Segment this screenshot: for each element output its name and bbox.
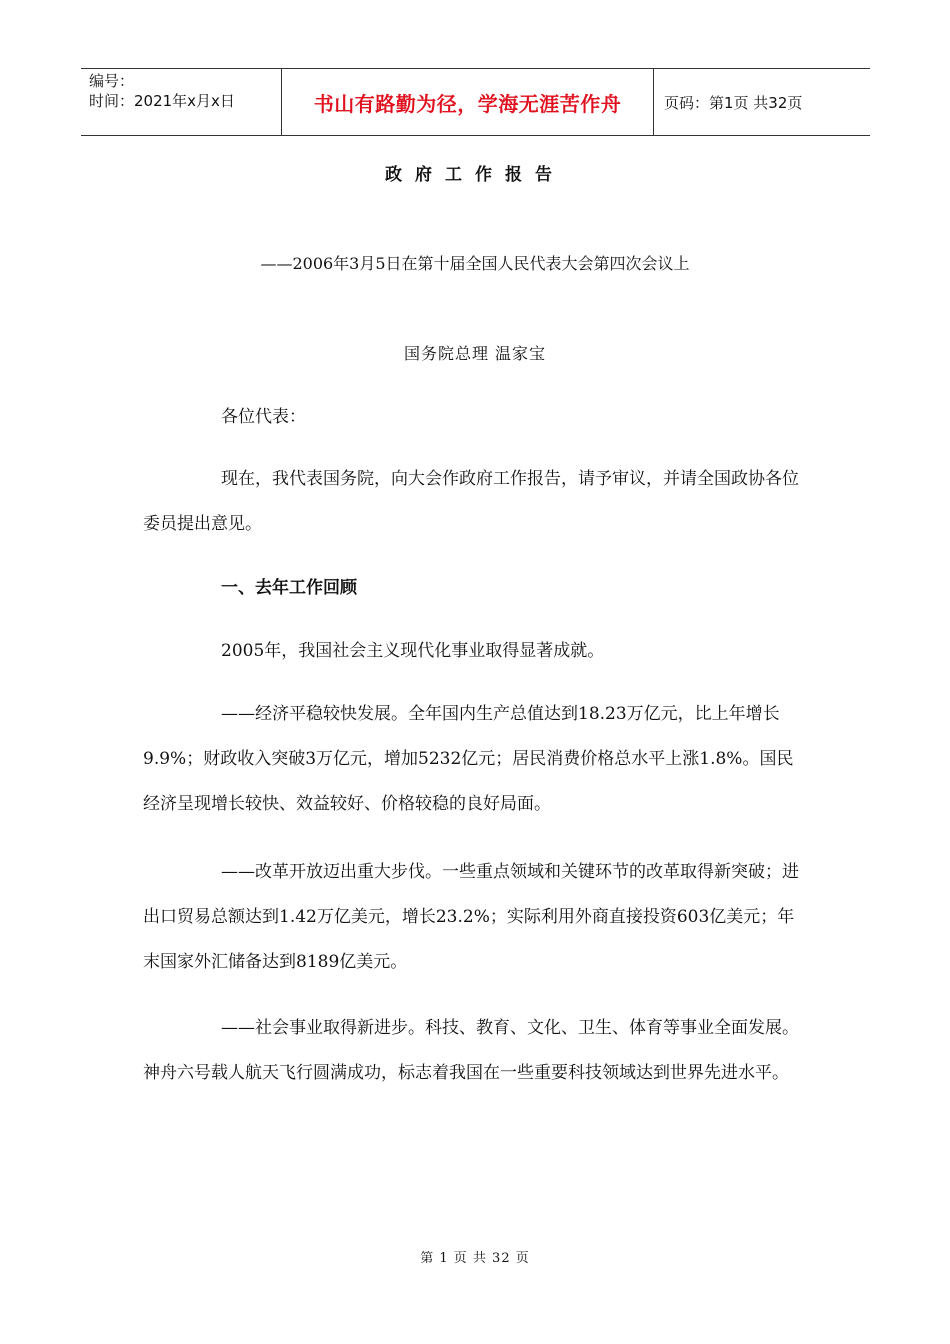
header-table (81, 68, 870, 136)
paragraph-4: ——社会事业取得新进步。科技、教育、文化、卫生、体育等事业全面发展。神舟六号载人航天飞行圆满成功，标志着我国在一些重要科技领域达到世界先进水平。 (143, 1018, 799, 1083)
section-heading: 一、去年工作回顾 (221, 578, 357, 598)
number-label: 编号： (89, 72, 135, 90)
document-author: 国务院总理 温家宝 (403, 344, 547, 363)
paragraph-3: ——改革开放迈出重大步伐。一些重点领域和关键环节的改革取得新突破；进出口贸易总额达到1.42万亿美元，增长23.2%；实际利用外商直接投资603亿美元；年末国家外汇储备达到8189亿美元。 (143, 862, 799, 972)
header-meta (81, 69, 281, 135)
salutation: 各位代表： (221, 407, 306, 427)
paragraph-1: 2005年，我国社会主义现代化事业取得显著成就。 (221, 641, 605, 661)
header-motto: 书山有路勤为径，学海无涯苦作舟 (281, 69, 654, 135)
intro-paragraph: 现在，我代表国务院，向大会作政府工作报告，请予审议，并请全国政协各位委员提出意见。 (143, 469, 799, 534)
header-page-info: 页码：第1页 共32页 (664, 93, 803, 112)
date-label: 时间：2021年x月x日 (89, 92, 235, 110)
paragraph-2: ——经济平稳较快发展。全年国内生产总值达到18.23万亿元，比上年增长9.9%；财政收入突破3万亿元，增加5232亿元；居民消费价格总水平上涨1.8%。国民经济呈现增长较快、效益较好、价格较稳的良好局面。 (143, 704, 794, 814)
document-subtitle: ——2006年3月5日在第十届全国人民代表大会第四次会议上 (260, 254, 690, 273)
footer-page-number: 第 1 页 共 32 页 (420, 1251, 530, 1266)
document-title: 政府工作报告 (385, 165, 565, 185)
